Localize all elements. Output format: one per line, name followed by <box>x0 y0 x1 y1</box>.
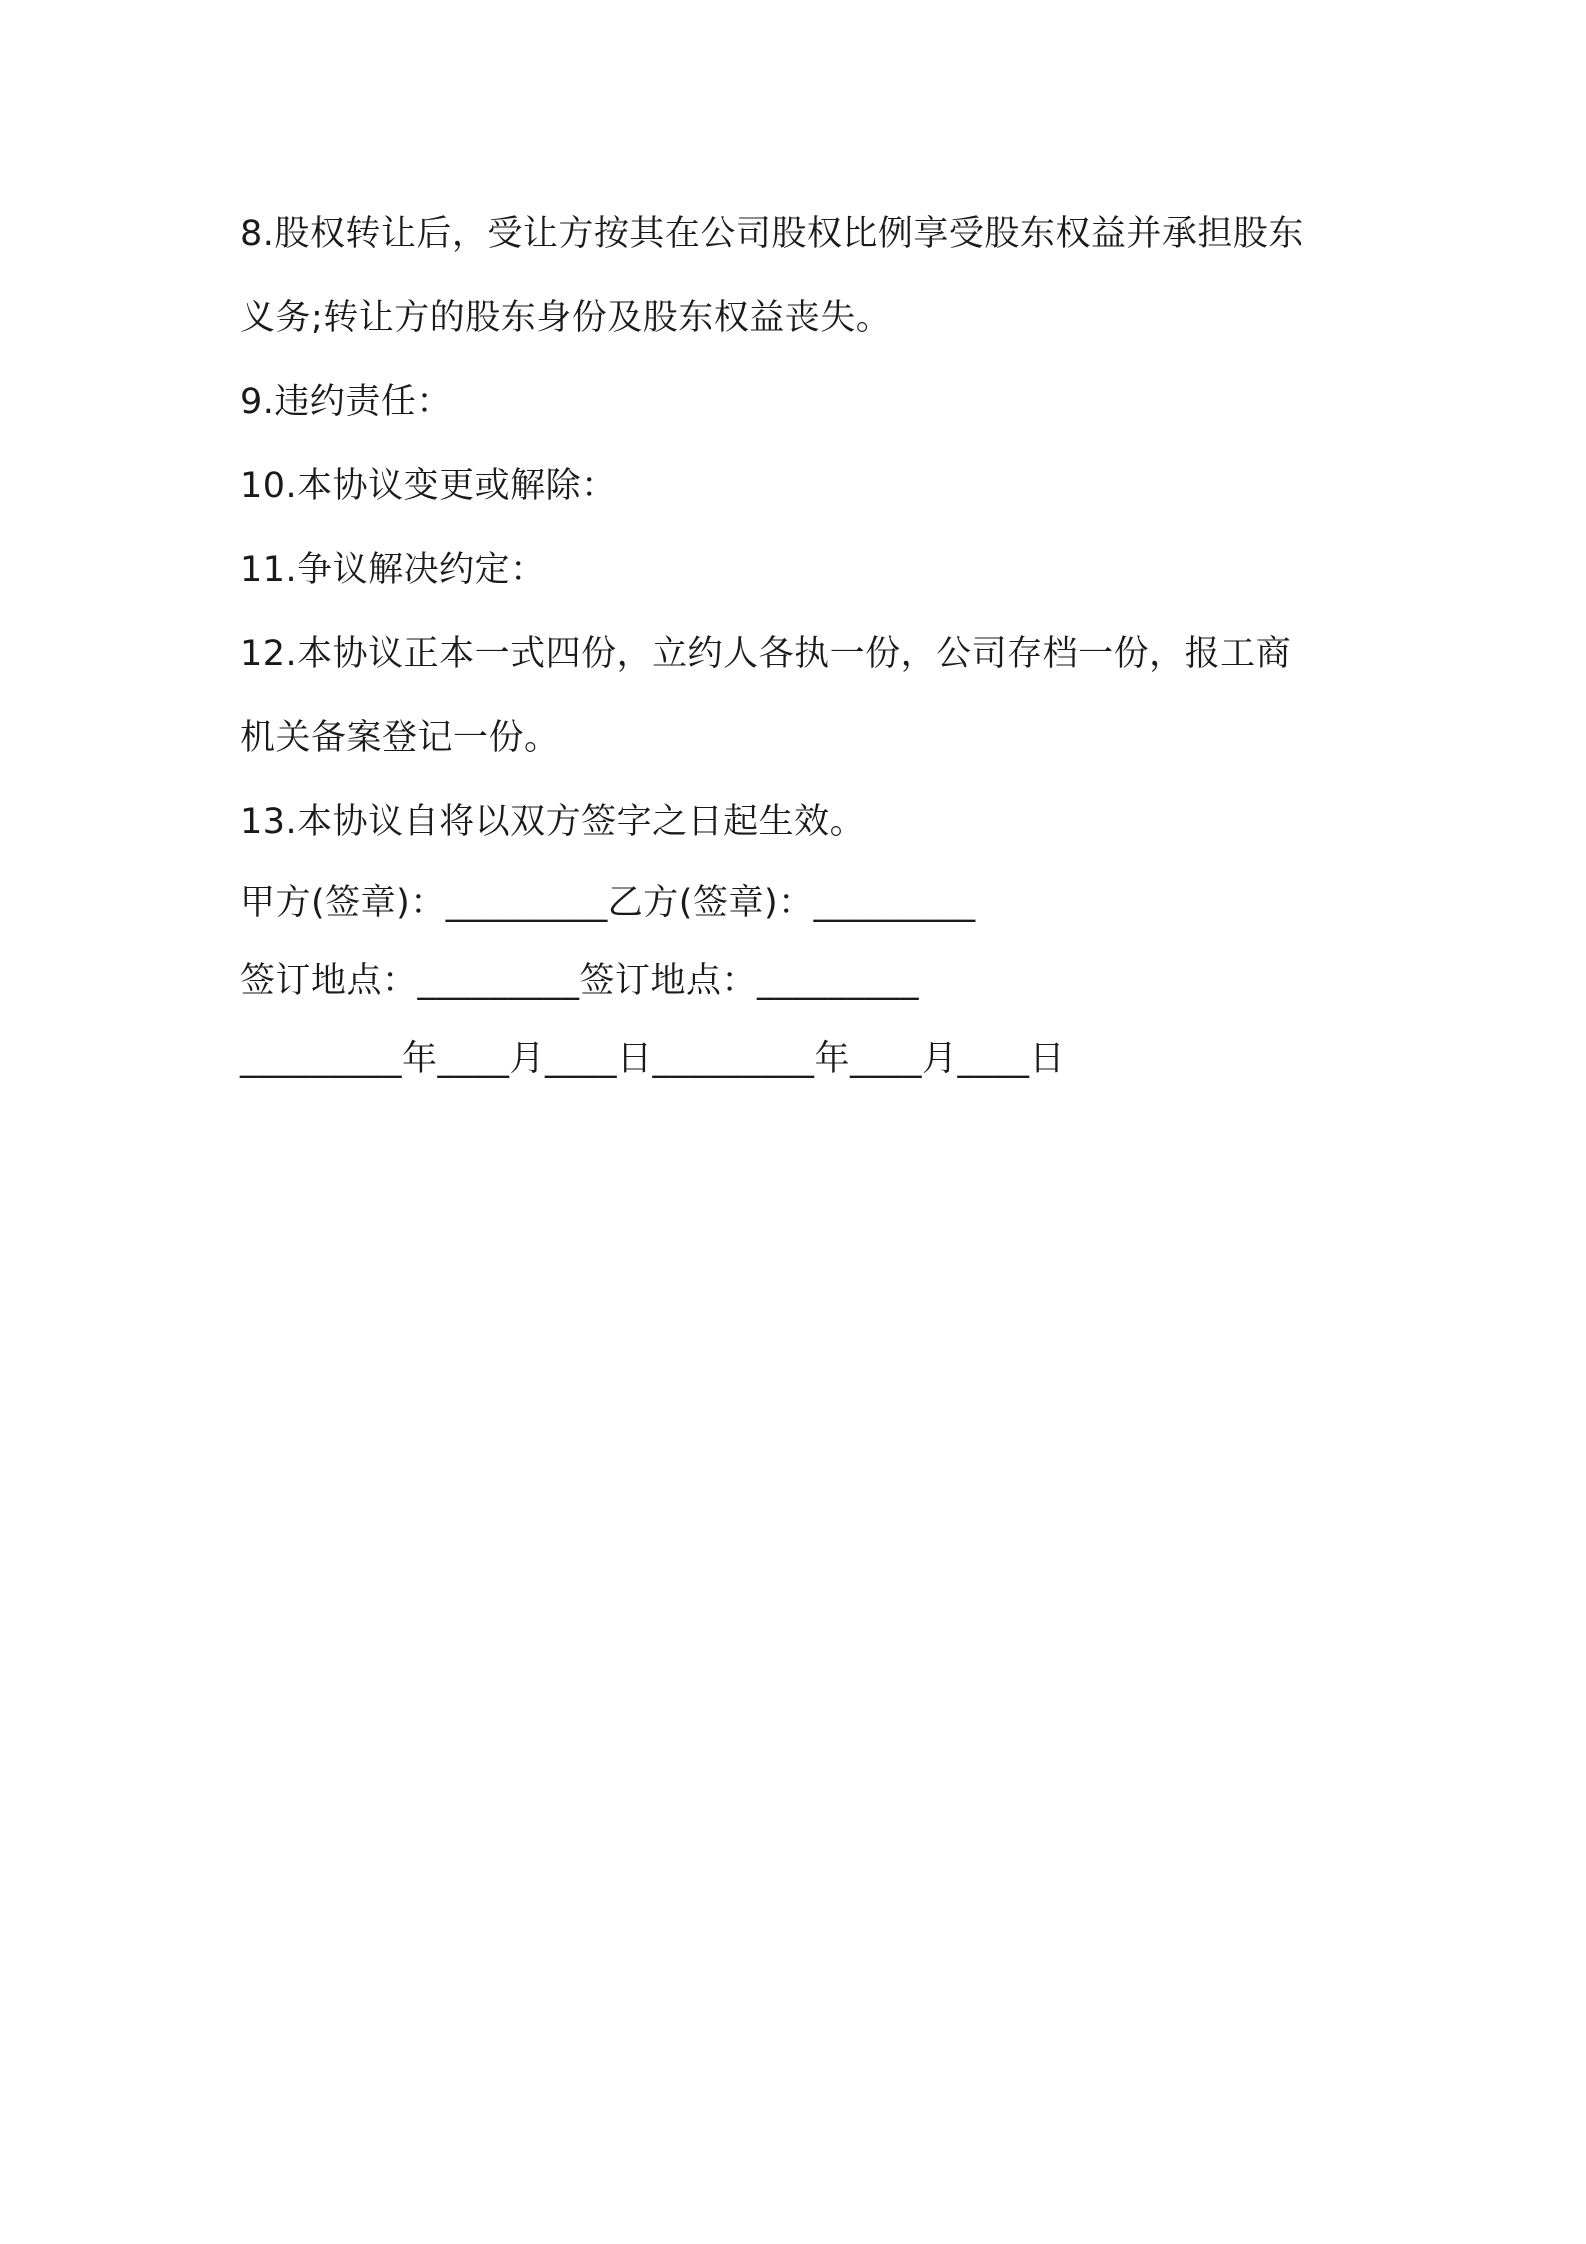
clause-8-line-1: 8.股权转让后，受让方按其在公司股权比例享受股东权益并承担股东 <box>240 214 1304 254</box>
clause-10: 10.本协议变更或解除： <box>240 466 617 506</box>
clause-12-line-1: 12.本协议正本一式四份，立约人各执一份，公司存档一份，报工商 <box>240 634 1292 674</box>
clause-13: 13.本协议自将以双方签字之日起生效。 <box>240 802 866 842</box>
clause-11: 11.争议解决约定： <box>240 550 546 590</box>
document-body <box>240 192 1360 1098</box>
signature-place-line: 签订地点：_________签订地点：_________ <box>240 961 920 1001</box>
signature-parties-line: 甲方(签章)：_________乙方(签章)：_________ <box>240 883 976 923</box>
signature-date-line: _________年____月____日_________年____月____日 <box>240 1039 1066 1079</box>
clause-9: 9.违约责任： <box>240 382 452 422</box>
clause-8-line-2: 义务;转让方的股东身份及股东权益丧失。 <box>240 298 892 338</box>
clause-12-line-2: 机关备案登记一份。 <box>240 718 560 758</box>
